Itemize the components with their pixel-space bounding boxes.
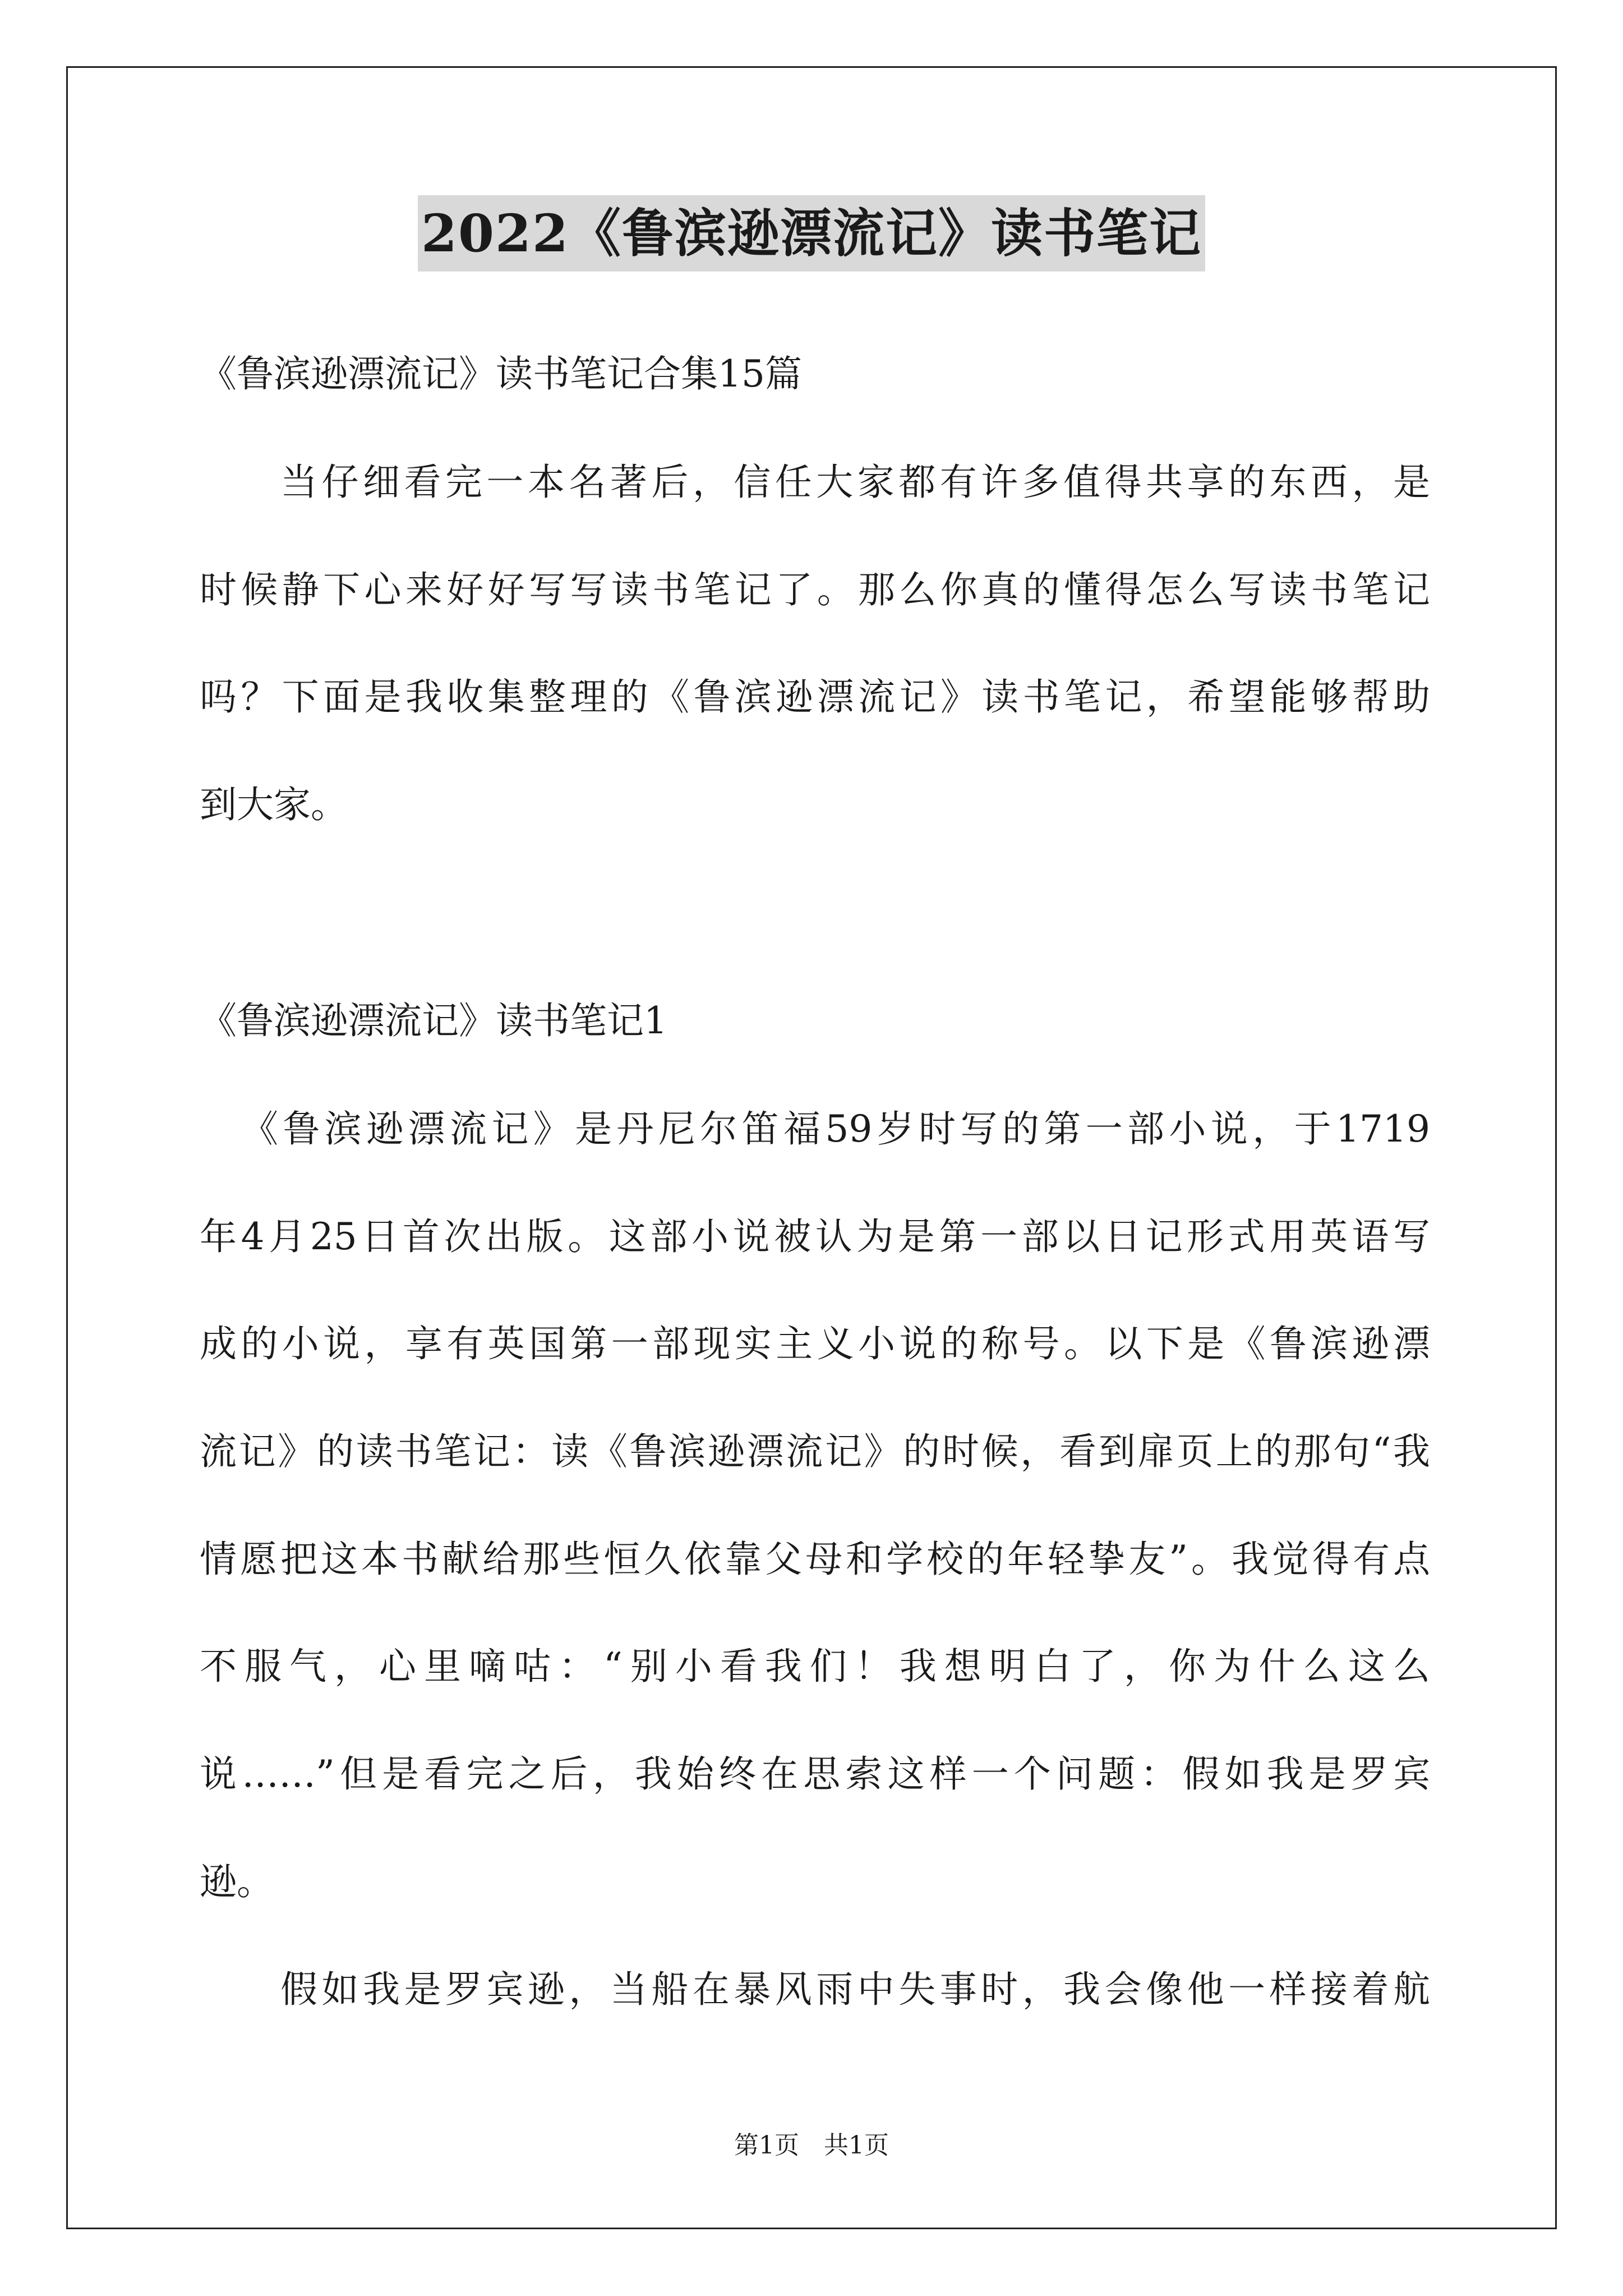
intro-line: 当仔细看完一本名著后，信任大家都有许多值得共享的东西，是 [280, 461, 1430, 504]
document-title: 2022《鲁滨逊漂流记》读书笔记 [418, 195, 1205, 272]
collection-heading: 《鲁滨逊漂流记》读书笔记合集15篇 [200, 352, 802, 395]
intro-line: 吗？下面是我收集整理的《鲁滨逊漂流记》读书笔记，希望能够帮助 [200, 675, 1430, 719]
body-line: 成的小说，享有英国第一部现实主义小说的称号。以下是《鲁滨逊漂 [200, 1322, 1430, 1365]
body-line: 说……”但是看完之后，我始终在思索这样一个问题：假如我是罗宾 [200, 1752, 1430, 1796]
body-line: 年4月25日首次出版。这部小说被认为是第一部以日记形式用英语写 [200, 1215, 1430, 1258]
body-line: 流记》的读书笔记：读《鲁滨逊漂流记》的时候，看到扉页上的那句“我 [200, 1430, 1430, 1473]
body-line: 情愿把这本书献给那些恒久依靠父母和学校的年轻挚友”。我觉得有点 [200, 1538, 1430, 1581]
body-line: 不服气，心里嘀咕：“别小看我们！我想明白了，你为什么这么 [200, 1645, 1430, 1688]
body-line: 《鲁滨逊漂流记》是丹尼尔笛福59岁时写的第一部小说，于1719 [241, 1107, 1430, 1151]
paragraph-line: 假如我是罗宾逊，当船在暴风雨中失事时，我会像他一样接着航 [280, 1968, 1430, 2011]
title-container [0, 195, 1623, 272]
section-heading: 《鲁滨逊漂流记》读书笔记1 [200, 999, 667, 1042]
body-line: 逊。 [200, 1860, 274, 1903]
intro-line: 时候静下心来好好写写读书笔记了。那么你真的懂得怎么写读书笔记 [200, 568, 1430, 611]
intro-line: 到大家。 [200, 783, 348, 826]
page-footer: 第1页 共1页 [734, 2131, 889, 2160]
